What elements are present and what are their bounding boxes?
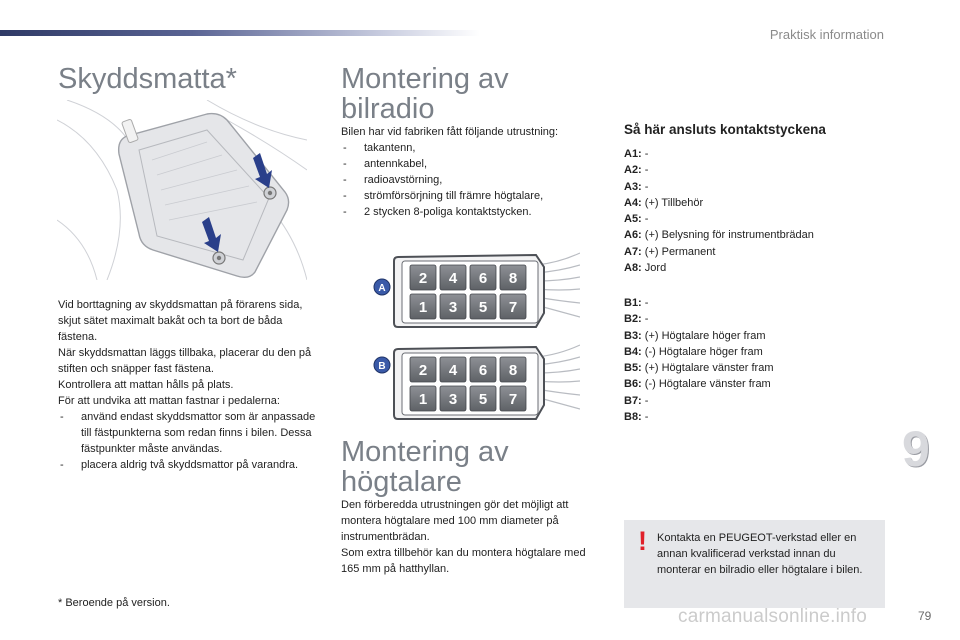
pin-description: (+) Högtalare vänster fram	[644, 362, 774, 375]
pin-id: B8:	[624, 411, 642, 424]
pin-description: -	[644, 164, 649, 177]
svg-text:B: B	[378, 361, 386, 372]
pin-description: -	[644, 148, 649, 160]
pin-description: -	[644, 213, 649, 226]
connector-pin	[470, 386, 496, 411]
connector-pin-number: 8	[508, 362, 518, 379]
connector-pin	[470, 265, 496, 290]
pinout-row	[624, 311, 773, 327]
connector-label-a	[374, 279, 390, 295]
connector-pin	[500, 294, 526, 319]
connector-pin-number: 7	[508, 299, 518, 316]
pinout-row	[624, 162, 814, 178]
pin-id: B1:	[624, 297, 642, 309]
chapter-number: 9	[902, 421, 930, 477]
pinout-row	[624, 227, 814, 243]
connector-pin-number: 6	[478, 362, 488, 379]
speakers-text	[341, 497, 603, 577]
connector-pin-number: 4	[448, 362, 458, 379]
radio-equipment-list	[341, 140, 603, 220]
speakers-title-line1: Montering av	[341, 436, 509, 468]
connector-pin	[500, 357, 526, 382]
pin-description: (-) Högtalare vänster fram	[644, 378, 771, 391]
pinout-row	[624, 244, 814, 260]
connector-label-b	[374, 357, 390, 373]
warning-text: Kontakta en PEUGEOT-verkstad eller en annan kvalificerad verkstad innan du monterar en bilradio eller högtalare i bilen.	[657, 532, 863, 576]
connector-pin-number: 4	[448, 270, 458, 287]
connector-pin-number: 7	[508, 391, 518, 408]
pin-id: B2:	[624, 313, 642, 326]
warning-notice	[624, 520, 885, 608]
connector-pin	[410, 386, 436, 411]
pinout-title: Så här ansluts kontaktstyckena	[624, 122, 826, 137]
connector-pin	[500, 386, 526, 411]
connector-pin	[440, 294, 466, 319]
footnote: * Beroende på version.	[58, 597, 170, 609]
connector-pin-number: 2	[418, 362, 428, 379]
mat-bullet-list	[58, 409, 320, 473]
connector-pin-number: 6	[478, 270, 488, 287]
pinout-row	[624, 376, 773, 392]
mat-title: Skyddsmatta*	[58, 63, 237, 95]
connector-pin-number: 2	[418, 270, 428, 287]
pin-id: A7:	[624, 245, 642, 258]
pinout-row	[624, 393, 773, 409]
connector-pin-number: 8	[508, 270, 518, 287]
pin-description: (+) Permanent	[644, 245, 716, 258]
pin-id: A4:	[624, 196, 642, 209]
pin-id: B7:	[624, 394, 642, 407]
connector-pin-number: 1	[418, 391, 428, 408]
radio-title-line2: bilradio	[341, 93, 435, 125]
pin-description: -	[644, 411, 649, 424]
connector-pin-number: 1	[418, 299, 428, 316]
connector-diagram	[368, 247, 580, 423]
pinout-row	[624, 360, 773, 376]
pinout-row	[624, 328, 773, 344]
floor-mat-illustration	[57, 100, 307, 280]
connector-pin	[440, 357, 466, 382]
connector-pin	[410, 357, 436, 382]
speakers-title	[341, 437, 509, 497]
pin-id: B6:	[624, 378, 642, 391]
mat-paragraph: Vid borttagning av skyddsmattan på förarens sida, skjut sätet maximalt bakåt och ta bort de båda fästena.	[58, 299, 303, 343]
header-accent-bar	[0, 30, 480, 36]
list-item: - antennkabel,	[341, 156, 603, 172]
pin-description: (+) Belysning för instrumentbrädan	[644, 229, 814, 242]
watermark: carmanualsonline.info	[678, 606, 868, 627]
pinout-list-a	[624, 146, 814, 276]
connector-pin	[470, 294, 496, 319]
connector-pin	[440, 265, 466, 290]
page-number: 79	[918, 609, 932, 623]
pinout-row	[624, 179, 814, 195]
pin-description: Jord	[644, 262, 667, 275]
pin-id: A8:	[624, 262, 642, 275]
warning-icon: !	[638, 526, 647, 556]
pin-id: A6:	[624, 229, 642, 242]
pin-description: -	[644, 313, 649, 326]
pinout-row	[624, 146, 814, 162]
list-item: - 2 stycken 8-poliga kontaktstycken.	[341, 204, 603, 220]
pin-description: (-) Högtalare höger fram	[644, 345, 763, 358]
pin-description: -	[644, 394, 649, 407]
radio-equipment	[341, 124, 603, 220]
radio-intro: Bilen har vid fabriken fått följande utrustning:	[341, 126, 559, 138]
list-item: - radioavstörning,	[341, 172, 603, 188]
connector-pin	[440, 386, 466, 411]
radio-title	[341, 64, 509, 124]
radio-title-line1: Montering av	[341, 63, 509, 95]
pin-id: B4:	[624, 345, 642, 358]
list-item: - takantenn,	[341, 140, 603, 156]
pinout-list-b	[624, 295, 773, 425]
pin-description: (+) Högtalare höger fram	[644, 329, 766, 342]
list-item: - strömförsörjning till främre högtalare,	[341, 188, 603, 204]
speakers-title-line2: högtalare	[341, 466, 462, 498]
list-item: - använd endast skyddsmattor som är anpassade till fästpunkterna som redan finns i bilen. Dessa fästpunkter måste användas.	[58, 409, 320, 457]
pin-description: -	[644, 297, 649, 309]
pinout-row	[624, 344, 773, 360]
pinout-row	[624, 195, 814, 211]
pinout-row	[624, 260, 814, 276]
speakers-paragraph: Som extra tillbehör kan du montera högtalare med 165 mm på hatthyllan.	[341, 547, 586, 575]
connector-pin-number: 3	[448, 391, 458, 408]
pin-id: A2:	[624, 164, 642, 177]
connector-pin	[410, 294, 436, 319]
mat-paragraph: För att undvika att mattan fastnar i pedalerna:	[58, 395, 280, 407]
pin-id: A5:	[624, 213, 642, 226]
connector-pin-number: 5	[478, 391, 488, 408]
pinout-row	[624, 409, 773, 425]
pin-id: B5:	[624, 362, 642, 375]
connector-pin-number: 3	[448, 299, 458, 316]
speakers-paragraph: Den förberedda utrustningen gör det möjligt att montera högtalare med 100 mm diameter på instrumentbrädan.	[341, 499, 569, 543]
connector-pin	[410, 265, 436, 290]
pin-id: B3:	[624, 329, 642, 342]
connector-pin	[500, 265, 526, 290]
mat-paragraph: Kontrollera att mattan hålls på plats.	[58, 379, 234, 391]
pinout-row	[624, 295, 773, 311]
section-title: Praktisk information	[769, 27, 884, 42]
pin-description: (+) Tillbehör	[644, 196, 704, 209]
pin-description: -	[644, 180, 649, 193]
svg-text:A: A	[378, 283, 386, 294]
pinout-row	[624, 211, 814, 227]
list-item: - placera aldrig två skyddsmattor på varandra.	[58, 457, 320, 473]
connector-pin-number: 5	[478, 299, 488, 316]
mat-paragraph: När skyddsmattan läggs tillbaka, placerar du den på stiften och snäpper fast fästena.	[58, 347, 312, 375]
connector-pin	[470, 357, 496, 382]
mat-instructions	[58, 297, 320, 473]
pin-id: A1:	[624, 148, 642, 160]
pin-id: A3:	[624, 180, 642, 193]
